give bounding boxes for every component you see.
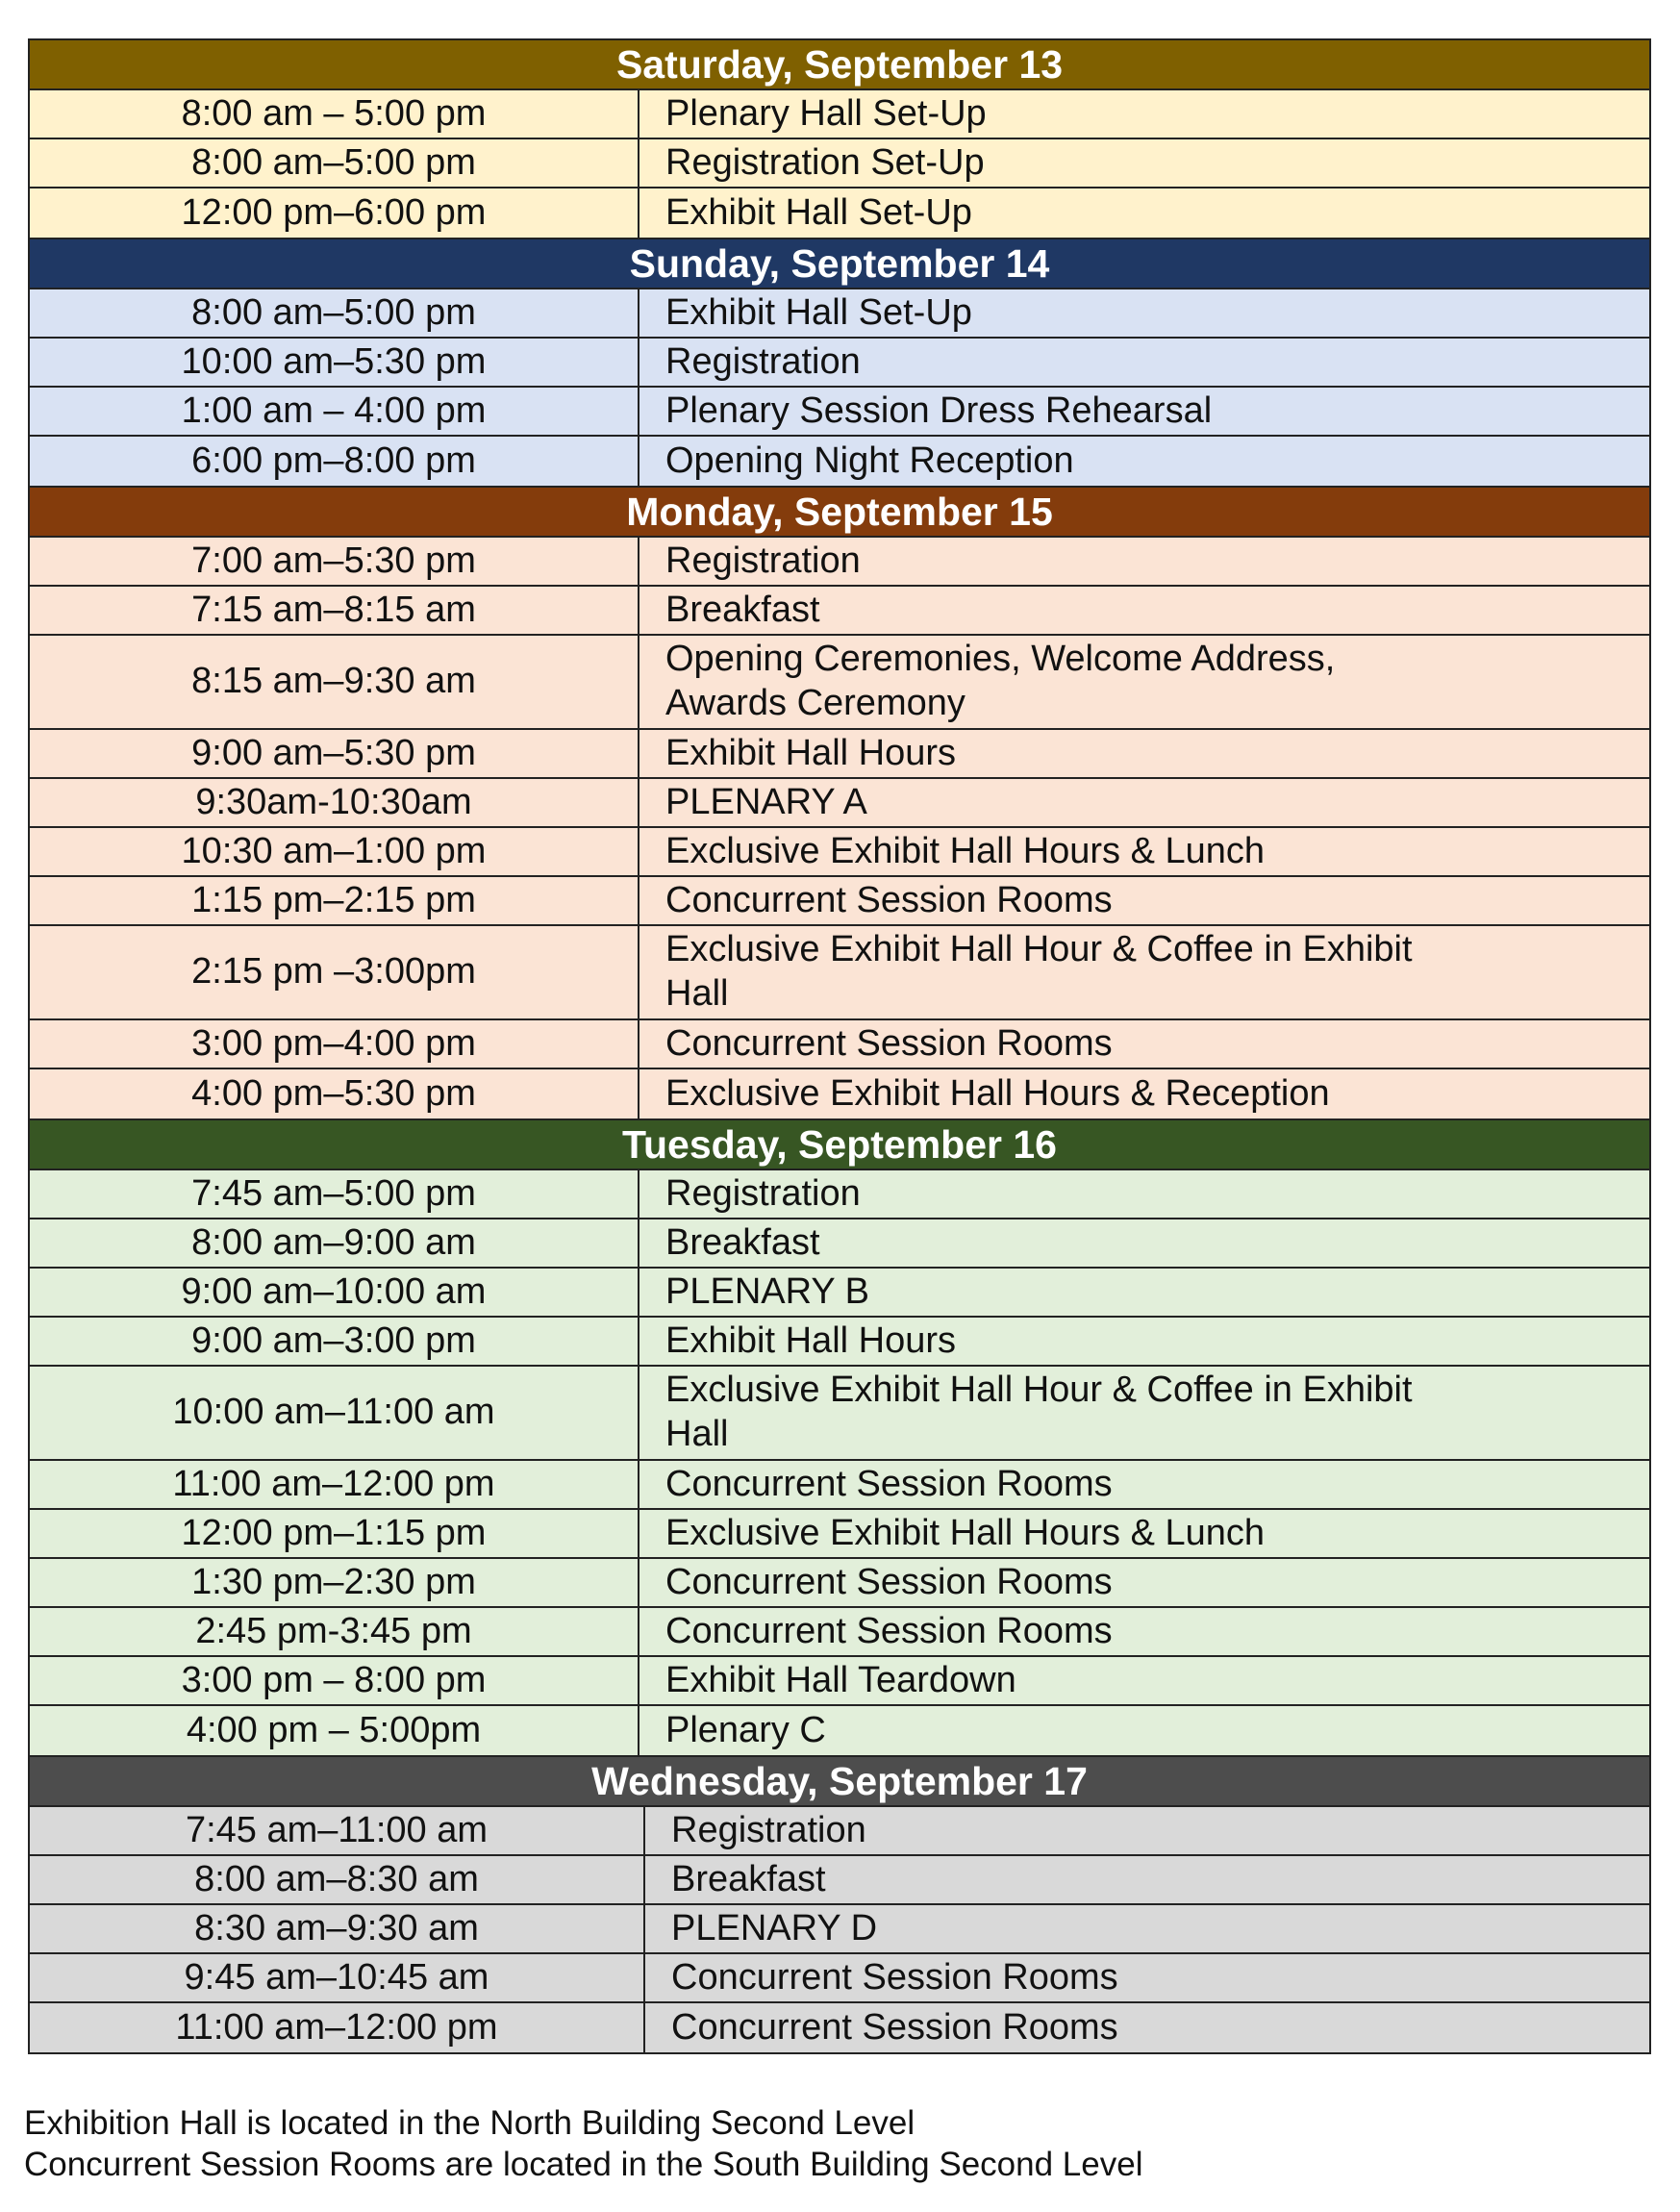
time-cell: 8:00 am–9:00 am — [30, 1219, 639, 1267]
event-cell: Exclusive Exhibit Hall Hours & Lunch — [665, 1512, 1266, 1553]
event-cell: Plenary Session Dress Rehearsal — [665, 390, 1213, 431]
footer-note-exhibition-hall: Exhibition Hall is located in the North Building Second Level — [24, 2104, 915, 2142]
event-cell: PLENARY A — [665, 781, 867, 822]
event-cell: Concurrent Session Rooms — [671, 1956, 1118, 1998]
event-cell: Registration — [671, 1809, 866, 1850]
time-cell: 8:00 am – 5:00 pm — [30, 90, 639, 138]
day-header: Sunday, September 14 — [30, 239, 1649, 289]
day-section — [28, 38, 1651, 238]
schedule-row — [30, 1559, 1649, 1608]
time-cell: 10:00 am–11:00 am — [30, 1367, 639, 1459]
day-section — [28, 1755, 1651, 2054]
schedule-row — [30, 1905, 1649, 1954]
day-section — [28, 238, 1651, 486]
schedule-row — [30, 1170, 1649, 1219]
time-cell: 7:45 am–11:00 am — [30, 1807, 645, 1854]
time-cell: 10:00 am–5:30 pm — [30, 339, 639, 386]
schedule-row — [30, 437, 1649, 486]
time-cell: 8:00 am–5:00 pm — [30, 289, 639, 337]
event-cell: Registration — [665, 540, 861, 581]
event-cell: Concurrent Session Rooms — [665, 1561, 1113, 1602]
event-cell: Exhibit Hall Set-Up — [665, 191, 972, 233]
event-cell: Registration — [665, 340, 861, 382]
event-cell: Registration Set-Up — [665, 141, 985, 183]
schedule-row — [30, 779, 1649, 828]
time-cell: 7:00 am–5:30 pm — [30, 538, 639, 585]
day-section — [28, 486, 1651, 1119]
time-cell: 9:00 am–5:30 pm — [30, 730, 639, 777]
time-cell: 9:00 am–3:00 pm — [30, 1318, 639, 1365]
time-cell: 7:45 am–5:00 pm — [30, 1170, 639, 1218]
schedule-row — [30, 926, 1649, 1020]
time-cell: 7:15 am–8:15 am — [30, 587, 639, 634]
event-cell: Exhibit Hall Hours — [665, 1320, 956, 1361]
event-cell: Concurrent Session Rooms — [665, 1463, 1113, 1504]
schedule-row — [30, 1269, 1649, 1318]
schedule-row — [30, 538, 1649, 587]
event-cell: Plenary C — [665, 1709, 826, 1750]
event-cell: Exclusive Exhibit Hall Hour & Coffee in Exhibit Hall — [665, 929, 1413, 1014]
schedule-row — [30, 388, 1649, 437]
schedule-row — [30, 90, 1649, 139]
event-cell: Breakfast — [665, 1221, 820, 1263]
schedule-row — [30, 636, 1649, 730]
time-cell: 11:00 am–12:00 pm — [30, 1461, 639, 1508]
time-cell: 6:00 pm–8:00 pm — [30, 437, 639, 486]
event-cell: Concurrent Session Rooms — [671, 2006, 1118, 2048]
day-header: Saturday, September 13 — [30, 40, 1649, 90]
footer-notes — [24, 2102, 1142, 2185]
event-cell: Exhibit Hall Teardown — [665, 1659, 1016, 1700]
schedule-row — [30, 1657, 1649, 1706]
schedule-table — [28, 38, 1651, 2054]
schedule-row — [30, 1318, 1649, 1367]
event-cell: Exclusive Exhibit Hall Hours & Lunch — [665, 830, 1266, 871]
schedule-row — [30, 1367, 1649, 1461]
time-cell: 12:00 pm–1:15 pm — [30, 1510, 639, 1557]
time-cell: 3:00 pm – 8:00 pm — [30, 1657, 639, 1704]
schedule-row — [30, 730, 1649, 779]
event-cell: Exclusive Exhibit Hall Hours & Reception — [665, 1072, 1330, 1114]
schedule-row — [30, 1856, 1649, 1905]
schedule-row — [30, 877, 1649, 926]
time-cell: 4:00 pm–5:30 pm — [30, 1069, 639, 1119]
day-section — [28, 1119, 1651, 1755]
schedule-row — [30, 339, 1649, 388]
schedule-row — [30, 1461, 1649, 1510]
time-cell: 1:30 pm–2:30 pm — [30, 1559, 639, 1606]
time-cell: 9:45 am–10:45 am — [30, 1954, 645, 2001]
schedule-row — [30, 828, 1649, 877]
schedule-row — [30, 587, 1649, 636]
time-cell: 9:00 am–10:00 am — [30, 1269, 639, 1316]
time-cell: 1:15 pm–2:15 pm — [30, 877, 639, 924]
event-cell: Concurrent Session Rooms — [665, 879, 1113, 920]
schedule-row — [30, 1608, 1649, 1657]
schedule-row — [30, 1219, 1649, 1269]
event-cell: PLENARY D — [671, 1907, 878, 1948]
schedule-row — [30, 289, 1649, 339]
event-cell: Plenary Hall Set-Up — [665, 92, 987, 134]
schedule-row — [30, 1954, 1649, 2003]
time-cell: 2:15 pm –3:00pm — [30, 926, 639, 1018]
event-cell: Registration — [665, 1172, 861, 1214]
time-cell: 11:00 am–12:00 pm — [30, 2003, 645, 2052]
event-cell: Breakfast — [665, 589, 820, 630]
event-cell: Opening Night Reception — [665, 440, 1074, 481]
event-cell: Concurrent Session Rooms — [665, 1022, 1113, 1064]
day-header: Wednesday, September 17 — [30, 1757, 1649, 1807]
schedule-row — [30, 2003, 1649, 2052]
schedule-row — [30, 139, 1649, 189]
time-cell: 10:30 am–1:00 pm — [30, 828, 639, 875]
event-cell: PLENARY B — [665, 1270, 869, 1312]
time-cell: 3:00 pm–4:00 pm — [30, 1020, 639, 1068]
schedule-row — [30, 1069, 1649, 1119]
day-header: Tuesday, September 16 — [30, 1120, 1649, 1170]
time-cell: 12:00 pm–6:00 pm — [30, 189, 639, 238]
time-cell: 8:00 am–5:00 pm — [30, 139, 639, 187]
event-cell: Exclusive Exhibit Hall Hour & Coffee in Exhibit Hall — [665, 1370, 1413, 1454]
event-cell: Exhibit Hall Hours — [665, 732, 956, 773]
time-cell: 1:00 am – 4:00 pm — [30, 388, 639, 435]
time-cell: 8:15 am–9:30 am — [30, 636, 639, 728]
day-header: Monday, September 15 — [30, 488, 1649, 538]
schedule-row — [30, 1807, 1649, 1856]
schedule-row — [30, 1510, 1649, 1559]
time-cell: 9:30am-10:30am — [30, 779, 639, 826]
event-cell: Exhibit Hall Set-Up — [665, 291, 972, 333]
schedule-row — [30, 1020, 1649, 1069]
event-cell: Breakfast — [671, 1858, 826, 1899]
footer-note-session-rooms: Concurrent Session Rooms are located in the South Building Second Level — [24, 2146, 1143, 2183]
time-cell: 4:00 pm – 5:00pm — [30, 1706, 639, 1755]
time-cell: 8:00 am–8:30 am — [30, 1856, 645, 1903]
event-cell: Concurrent Session Rooms — [665, 1610, 1113, 1651]
event-cell: Opening Ceremonies, Welcome Address, Awards Ceremony — [665, 639, 1336, 723]
time-cell: 8:30 am–9:30 am — [30, 1905, 645, 1952]
time-cell: 2:45 pm-3:45 pm — [30, 1608, 639, 1655]
schedule-row — [30, 1706, 1649, 1755]
schedule-row — [30, 189, 1649, 238]
